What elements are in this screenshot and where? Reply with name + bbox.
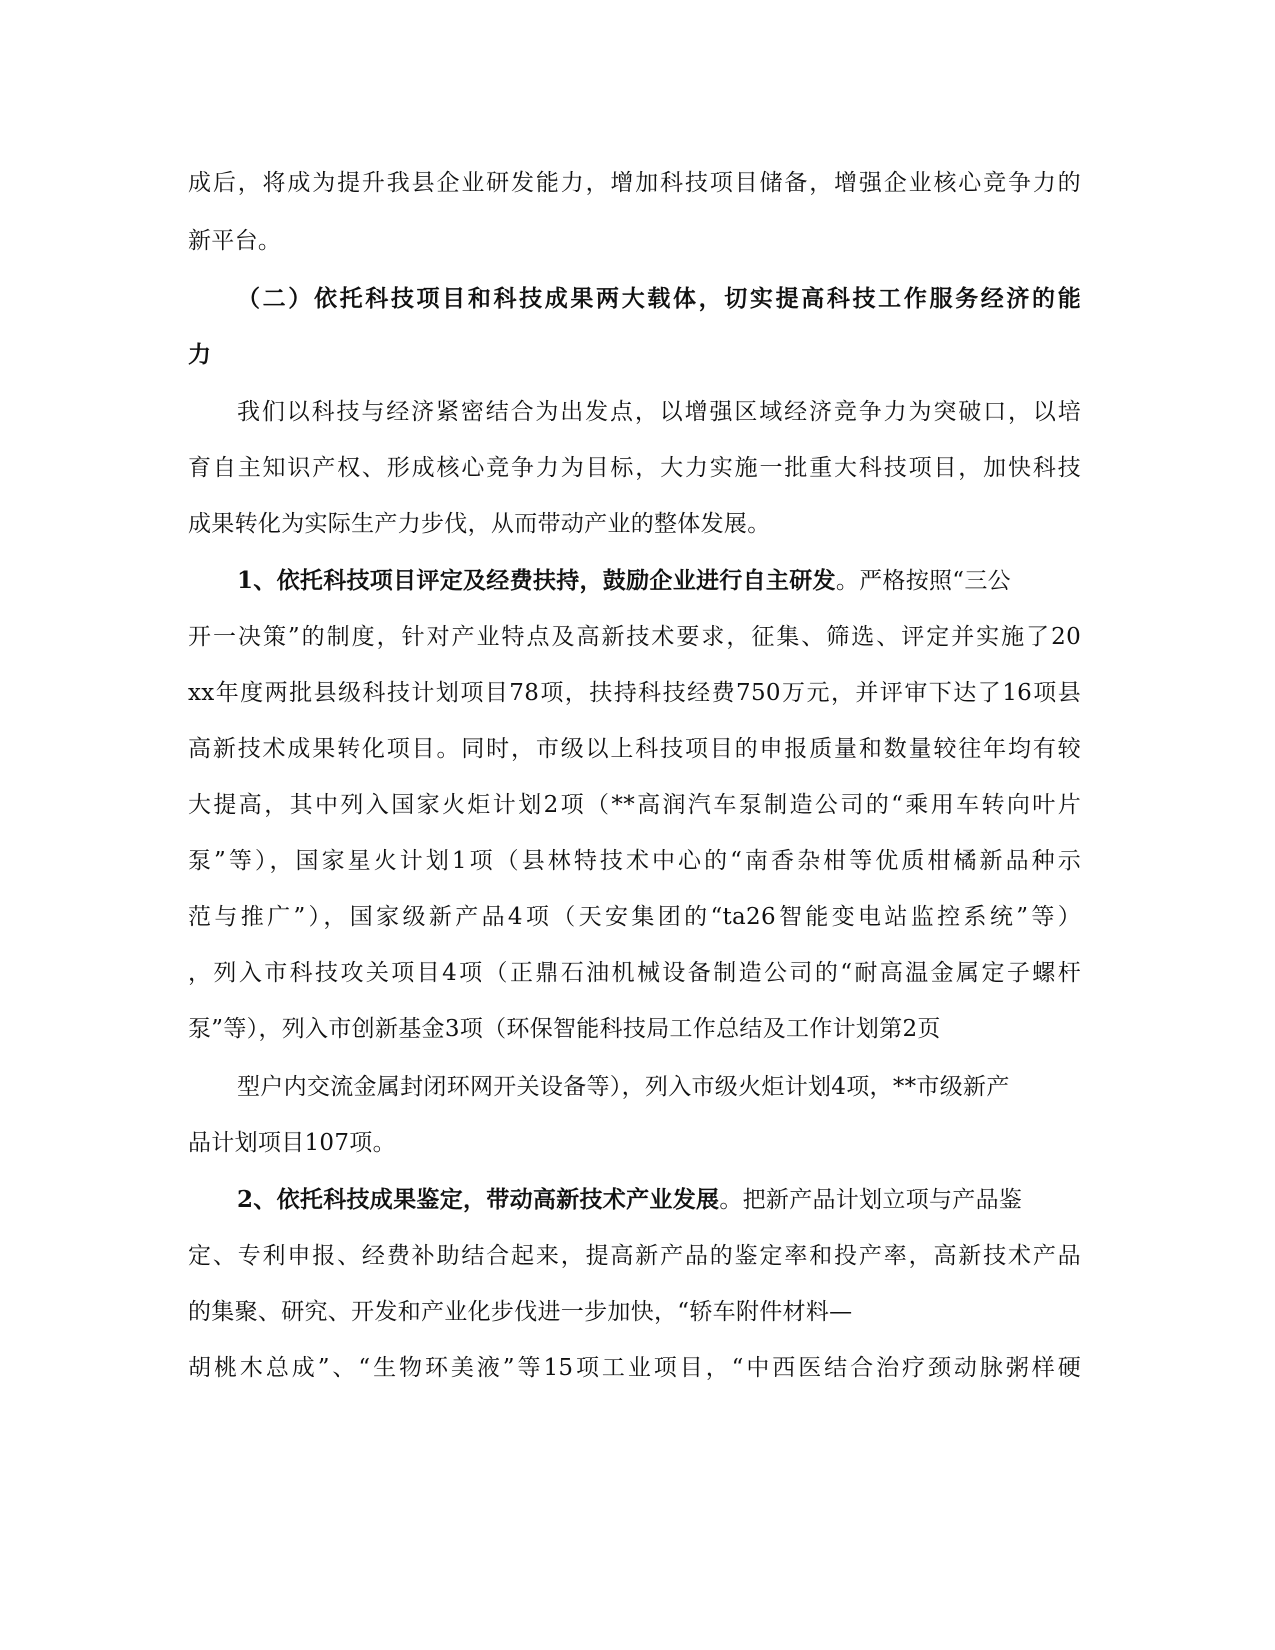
paragraph-line: 型户内交流金属封闭环网开关设备等），列入市级火炬计划4项，**市级新产 [237,1074,1010,1100]
paragraph-line: 胡桃木总成”、“生物环美液”等15项工业项目，“中西医结合治疗颈动脉粥样硬 [188,1355,1081,1381]
paragraph-line: 泵”等），国家星火计划1项（县林特技术中心的“南香杂柑等优质柑橘新品种示 [188,848,1081,874]
paragraph-line: 成果转化为实际生产力步伐，从而带动产业的整体发展。 [188,511,771,537]
item-1-text: 。严格按照“三公 [835,568,1011,594]
item-2-line [237,1185,1137,1215]
paragraph-line: 品计划项目107项。 [188,1130,396,1156]
item-1-heading: 1、依托科技项目评定及经费扶持，鼓励企业进行自主研发 [237,567,836,594]
paragraph-line: 开一决策”的制度，针对产业特点及高新技术要求，征集、筛选、评定并实施了20 [188,624,1081,650]
section-heading: （二）依托科技项目和科技成果两大载体，切实提高科技工作服务经济的能 [237,285,1081,312]
paragraph-line: 我们以科技与经济紧密结合为出发点，以增强区域经济竞争力为突破口，以培 [237,399,1081,425]
section-heading-end: 力 [188,341,212,368]
paragraph-line: 新平台。 [188,228,282,254]
item-2-heading: 2、依托科技成果鉴定，带动高新技术产业发展 [237,1186,720,1213]
paragraph-line: 高新技术成果转化项目。同时，市级以上科技项目的申报质量和数量较往年均有较 [188,736,1081,762]
paragraph-line: 泵”等），列入市创新基金3项（环保智能科技局工作总结及工作计划第2页 [188,1016,941,1042]
paragraph-line: ，列入市科技攻关项目4项（正鼎石油机械设备制造公司的“耐高温金属定子螺杆 [188,960,1081,986]
paragraph-line: 育自主知识产权、形成核心竞争力为目标，大力实施一批重大科技项目，加快科技 [188,455,1081,481]
paragraph-line: 定、专利申报、经费补助结合起来，提高新产品的鉴定率和投产率，高新技术产品 [188,1243,1081,1269]
paragraph-line: xx年度两批县级科技计划项目78项，扶持科技经费750万元，并评审下达了16项县 [188,680,1081,706]
item-2-text: 。把新产品计划立项与产品鉴 [719,1187,1023,1213]
paragraph-line: 的集聚、研究、开发和产业化步伐进一步加快，“轿车附件材料— [188,1299,853,1325]
item-1-line [237,566,1137,596]
paragraph-line: 范与推广”），国家级新产品4项（天安集团的“ta26智能变电站监控系统”等） [188,904,1081,930]
paragraph-line: 成后，将成为提升我县企业研发能力，增加科技项目储备，增强企业核心竞争力的 [188,170,1081,196]
paragraph-line: 大提高，其中列入国家火炬计划2项（**高润汽车泵制造公司的“乘用车转向叶片 [188,792,1081,818]
